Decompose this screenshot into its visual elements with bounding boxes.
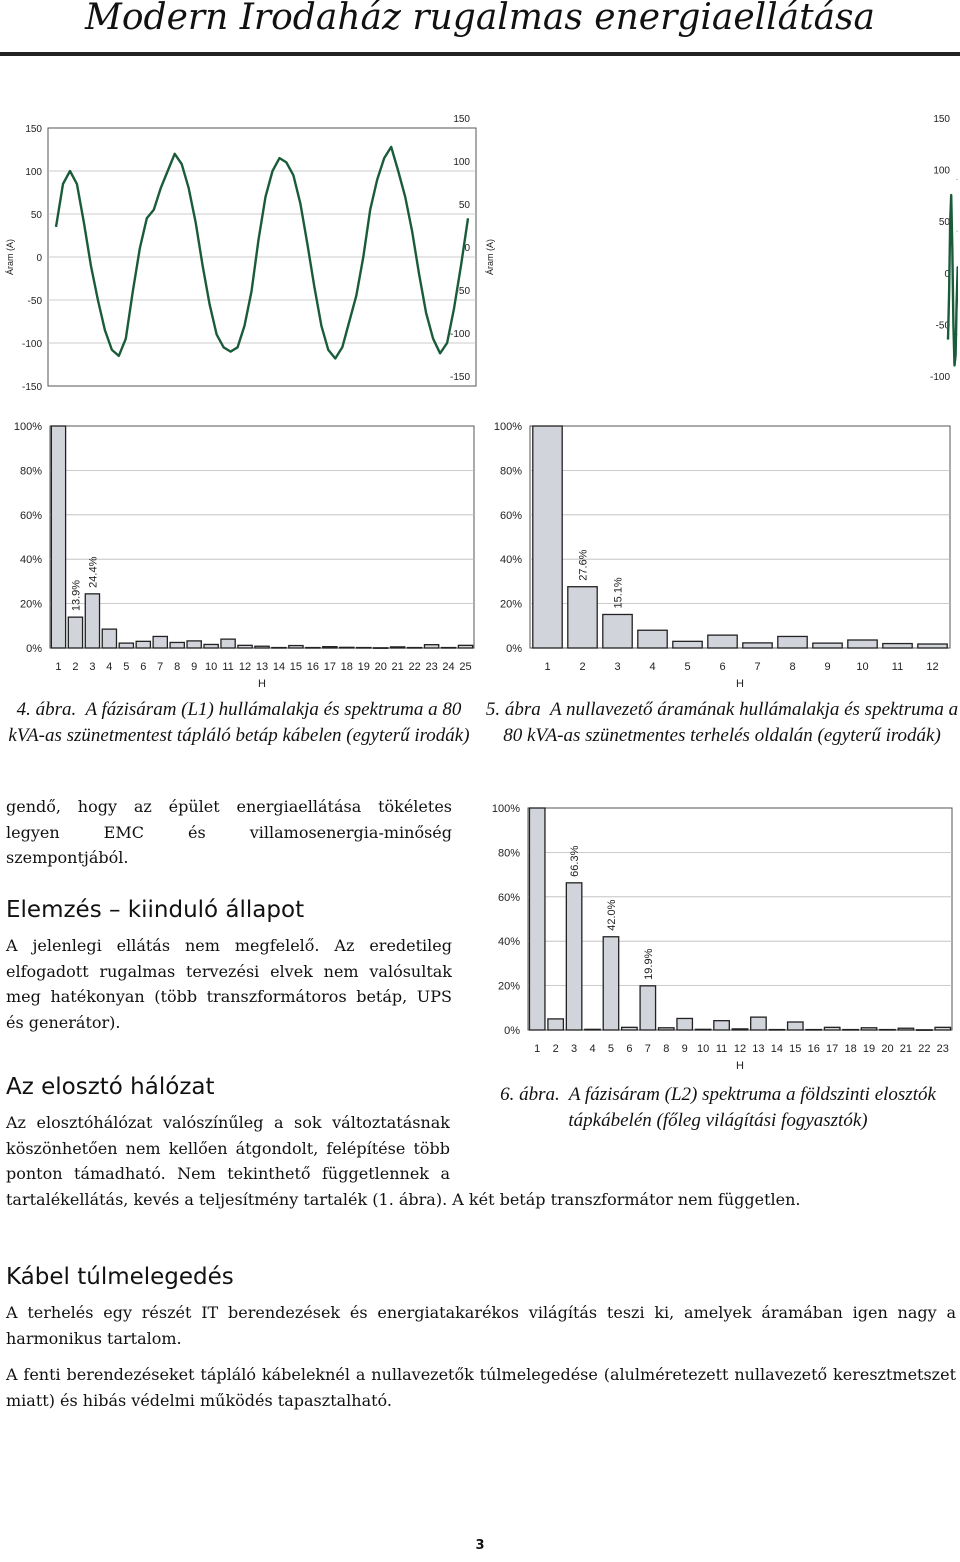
- bar: [68, 617, 82, 648]
- right-tick-label: -50: [935, 320, 950, 332]
- bar: [441, 648, 455, 649]
- bar: [677, 1018, 692, 1030]
- x-tick-label: 10: [697, 1043, 710, 1055]
- x-tick-label: 24: [442, 661, 455, 673]
- bar: [861, 1028, 876, 1030]
- y-tick-label: 50: [30, 210, 42, 221]
- y-tick-label: 0: [36, 253, 42, 264]
- bar: [374, 648, 388, 649]
- x-tick-label: 3: [614, 661, 621, 673]
- bar: [153, 636, 167, 648]
- right-tick-label: -50: [455, 286, 470, 297]
- y-tick-label: 20%: [497, 980, 520, 993]
- right-tick-label: -100: [929, 372, 950, 383]
- bar: [880, 1030, 895, 1031]
- bar: [640, 986, 655, 1030]
- x-tick-label: 7: [644, 1043, 651, 1055]
- bar: [340, 647, 354, 648]
- plot-area: [528, 808, 952, 1030]
- x-tick-label: 11: [715, 1043, 728, 1055]
- x-tick-label: 6: [140, 661, 147, 673]
- figure-5-caption: [484, 697, 960, 749]
- y-tick-label: 40%: [497, 936, 520, 949]
- intro-paragraph: gendő, hogy az épület energiaellátása tökéletes legyen EMC és villamosenergia-minőség szempontjából.: [6, 797, 452, 867]
- bar: [788, 1022, 803, 1030]
- bar: [743, 643, 772, 648]
- x-tick-label: 2: [579, 661, 586, 673]
- x-tick-label: 3: [571, 1043, 578, 1055]
- bar: [751, 1017, 766, 1030]
- right-tick-label: 100: [453, 157, 470, 168]
- x-tick-label: 16: [306, 661, 320, 673]
- x-axis-label: H: [736, 678, 744, 690]
- figure-6-number: 6. ábra.: [500, 1084, 560, 1105]
- bar: [136, 641, 150, 648]
- x-tick-label: 11: [222, 661, 234, 673]
- title-rule: [0, 52, 960, 56]
- x-tick-label: 5: [684, 661, 691, 673]
- figure-4-number: 4. ábra.: [16, 699, 77, 720]
- x-tick-label: 2: [72, 661, 79, 673]
- data-label: 42.0%: [605, 899, 618, 931]
- x-tick-label: 17: [323, 661, 336, 673]
- bar: [255, 646, 269, 648]
- bar: [391, 647, 405, 648]
- bar: [585, 1029, 600, 1030]
- x-tick-label: 7: [157, 661, 164, 673]
- chart-neutral-waveform: [480, 110, 958, 406]
- x-tick-label: 4: [106, 661, 113, 673]
- data-label: 66.3%: [569, 845, 582, 877]
- y-tick-label: -50: [27, 296, 42, 307]
- x-tick-label: 7: [754, 661, 761, 673]
- x-tick-label: 6: [719, 661, 726, 673]
- float-spacer: [450, 1110, 956, 1166]
- bar: [813, 643, 842, 648]
- x-tick-label: 12: [926, 661, 939, 673]
- x-tick-label: 1: [55, 661, 62, 673]
- y-tick-label: 0%: [26, 643, 42, 655]
- bar: [568, 587, 597, 648]
- x-tick-label: 12: [733, 1043, 747, 1055]
- figure-6-text: A fázisáram (L2) spektruma a földszinti elosztók tápkábelén (főleg világítási fogyasztók): [568, 1084, 936, 1131]
- data-label: 19.9%: [642, 948, 655, 980]
- bar: [659, 1028, 674, 1030]
- x-tick-label: 9: [824, 661, 831, 673]
- chart-neutral-spectrum: [480, 412, 958, 692]
- bar: [824, 1027, 839, 1030]
- bar: [603, 937, 618, 1030]
- bar: [548, 1019, 563, 1030]
- bar: [221, 639, 235, 648]
- x-tick-label: 6: [626, 1043, 633, 1055]
- bar: [883, 644, 912, 648]
- y-tick-label: 80%: [19, 465, 42, 478]
- bar: [622, 1027, 637, 1030]
- x-tick-label: 14: [770, 1043, 783, 1055]
- data-label: 27.6%: [577, 549, 590, 581]
- x-tick-label: 22: [408, 661, 421, 673]
- y-axis-label: Áram (A): [485, 239, 495, 275]
- x-tick-label: 13: [255, 661, 269, 673]
- plot-area: [50, 426, 474, 648]
- bar: [732, 1029, 747, 1030]
- chart-l1-spectrum: [0, 412, 478, 692]
- y-tick-label: -150: [21, 382, 42, 393]
- elemzes-paragraph: A jelenlegi ellátás nem megfelelő. Az eredetileg elfogadott rugalmas tervezési elvek nem valósultak meg hatékonyan (több transzformátoros betáp, UPS és generátor).: [6, 936, 452, 1032]
- x-tick-label: 9: [191, 661, 198, 673]
- right-tick-label: 150: [933, 114, 950, 125]
- y-tick-label: 80%: [497, 847, 520, 860]
- bar: [187, 641, 201, 648]
- right-tick-label: 100: [933, 165, 950, 177]
- bar: [458, 645, 472, 648]
- right-tick-label: 50: [938, 217, 950, 229]
- x-tick-label: 1: [544, 661, 551, 673]
- kabel-paragraph-2: A fenti berendezéseket tápláló kábeleknél a nullavezetők túlmelegedése (alulméretezett nullavezető keresztmetszet miatt) és hibás védelmi működés tapasztalható.: [6, 1365, 956, 1410]
- bar: [170, 642, 184, 648]
- right-tick-label: -150: [449, 372, 470, 383]
- right-tick-label: 50: [458, 200, 470, 211]
- y-tick-label: 40%: [19, 554, 42, 567]
- x-tick-label: 10: [204, 661, 218, 673]
- x-tick-label: 23: [425, 661, 438, 673]
- y-tick-label: 100%: [491, 803, 520, 815]
- data-label: 15.1%: [612, 577, 625, 609]
- y-tick-label: 60%: [499, 509, 522, 522]
- right-tick-label: 150: [453, 114, 470, 125]
- x-tick-label: 23: [936, 1043, 949, 1055]
- bar: [306, 648, 320, 649]
- y-tick-label: 40%: [499, 554, 522, 567]
- x-tick-label: 17: [826, 1043, 839, 1055]
- bar: [917, 1030, 932, 1031]
- x-tick-label: 15: [789, 1043, 802, 1055]
- x-tick-label: 5: [123, 661, 130, 673]
- bar: [529, 808, 544, 1030]
- heading-eloszto: Az elosztó hálózat: [6, 1074, 215, 1100]
- bar: [603, 614, 632, 648]
- chart-l1-waveform: [0, 110, 478, 406]
- waveform-line: [948, 164, 958, 365]
- data-label: 13.9%: [70, 579, 83, 612]
- y-axis-label: Áram (A): [5, 239, 15, 275]
- bar: [769, 1030, 784, 1031]
- bar: [708, 635, 737, 648]
- x-tick-label: 18: [340, 661, 353, 673]
- x-axis-label: H: [736, 1060, 744, 1072]
- x-tick-label: 14: [272, 661, 286, 673]
- bar: [119, 643, 133, 648]
- bar: [848, 640, 877, 648]
- y-tick-label: 20%: [499, 598, 522, 611]
- bar: [935, 1027, 950, 1030]
- x-tick-label: 3: [89, 661, 96, 673]
- bar: [289, 646, 303, 648]
- x-tick-label: 4: [589, 1043, 596, 1055]
- right-tick-label: 0: [944, 268, 950, 280]
- x-tick-label: 19: [357, 661, 370, 673]
- x-tick-label: 9: [681, 1043, 688, 1055]
- x-tick-label: 11: [891, 661, 904, 673]
- right-tick-label: -100: [449, 329, 470, 340]
- chart-l2-spectrum: [480, 794, 958, 1074]
- x-tick-label: 16: [807, 1043, 820, 1055]
- x-tick-label: 21: [899, 1043, 913, 1055]
- bar: [806, 1030, 821, 1031]
- x-axis-label: H: [258, 678, 266, 690]
- x-tick-label: 2: [552, 1043, 559, 1055]
- bar: [898, 1028, 913, 1030]
- y-tick-label: 60%: [497, 891, 520, 904]
- bar: [357, 648, 371, 649]
- y-tick-label: 0%: [506, 643, 522, 655]
- bar: [695, 1029, 710, 1030]
- bar: [424, 645, 438, 648]
- x-tick-label: 8: [789, 661, 796, 673]
- x-tick-label: 25: [459, 661, 472, 673]
- figure-5-text: A nullavezető áramának hullámalakja és spektruma a 80 kVA-as szünetmentes terhelés oldalán (egyterű irodák): [503, 699, 959, 746]
- bar: [638, 630, 667, 648]
- waveform-line: [56, 147, 468, 359]
- eloszto-paragraph: [6, 1110, 956, 1212]
- bar: [673, 641, 702, 648]
- x-tick-label: 22: [918, 1043, 931, 1055]
- x-tick-label: 5: [607, 1043, 615, 1055]
- bar: [323, 647, 337, 648]
- bar: [566, 883, 581, 1030]
- figure-4-text: A fázisáram (L1) hullámalakja és spektruma a 80 kVA-as szünetmentest tápláló betáp kábelen (egyterű irodák): [8, 699, 470, 746]
- page-number: 3: [475, 1538, 485, 1553]
- bar: [918, 644, 947, 648]
- data-label: 24.4%: [87, 556, 100, 588]
- bar: [51, 426, 65, 648]
- bar: [102, 629, 116, 648]
- figure-5-number: 5. ábra: [485, 699, 541, 720]
- y-tick-label: 100%: [493, 421, 522, 433]
- x-tick-label: 15: [289, 661, 303, 673]
- bar: [204, 644, 218, 648]
- bar: [778, 636, 807, 648]
- bar: [272, 648, 286, 649]
- y-tick-label: 80%: [499, 465, 522, 478]
- y-tick-label: 100%: [13, 421, 42, 433]
- bar: [533, 426, 562, 648]
- x-tick-label: 12: [238, 661, 252, 673]
- x-tick-label: 18: [844, 1043, 857, 1055]
- x-tick-label: 4: [649, 661, 656, 673]
- bar: [238, 645, 252, 648]
- right-tick-label: 0: [464, 243, 470, 254]
- y-tick-label: 100: [25, 167, 42, 178]
- bar: [843, 1030, 858, 1031]
- x-tick-label: 10: [856, 661, 869, 673]
- x-tick-label: 1: [534, 1043, 541, 1055]
- x-tick-label: 20: [374, 661, 387, 673]
- x-tick-label: 8: [663, 1043, 670, 1055]
- y-tick-label: 20%: [19, 598, 42, 611]
- kabel-paragraph-1: A terhelés egy részét IT berendezések és energiatakarékos világítás teszi ki, amelyek áramában igen nagy a harmonikus tartalom.: [6, 1303, 956, 1348]
- x-tick-label: 19: [862, 1043, 876, 1055]
- x-tick-label: 21: [391, 661, 404, 673]
- bar: [408, 648, 422, 649]
- y-tick-label: -100: [21, 339, 42, 350]
- y-tick-label: 0%: [504, 1025, 520, 1037]
- y-tick-label: 60%: [19, 509, 42, 522]
- x-tick-label: 13: [752, 1043, 765, 1055]
- eloszto-text: Az elosztóhálózat valószínűleg a sok változtatásnak köszönhetően nem kellően átgondolt, felépítése több ponton támadható. Nem tekinthető függetlennek a tartalékellátás, kevés a teljesítmény tartalék (1. ábra). A két betáp transzformátor nem független.: [6, 1113, 801, 1209]
- x-tick-label: 8: [174, 661, 181, 673]
- bar: [714, 1021, 729, 1030]
- x-tick-label: 20: [881, 1043, 894, 1055]
- figure-4-caption: [0, 697, 478, 749]
- page-title: Modern Irodaház rugalmas energiaellátása: [84, 0, 875, 38]
- bar: [85, 594, 99, 648]
- heading-kabel: Kábel túlmelegedés: [6, 1264, 234, 1290]
- y-tick-label: 150: [25, 124, 42, 135]
- heading-elemzes: Elemzés – kiinduló állapot: [6, 897, 305, 923]
